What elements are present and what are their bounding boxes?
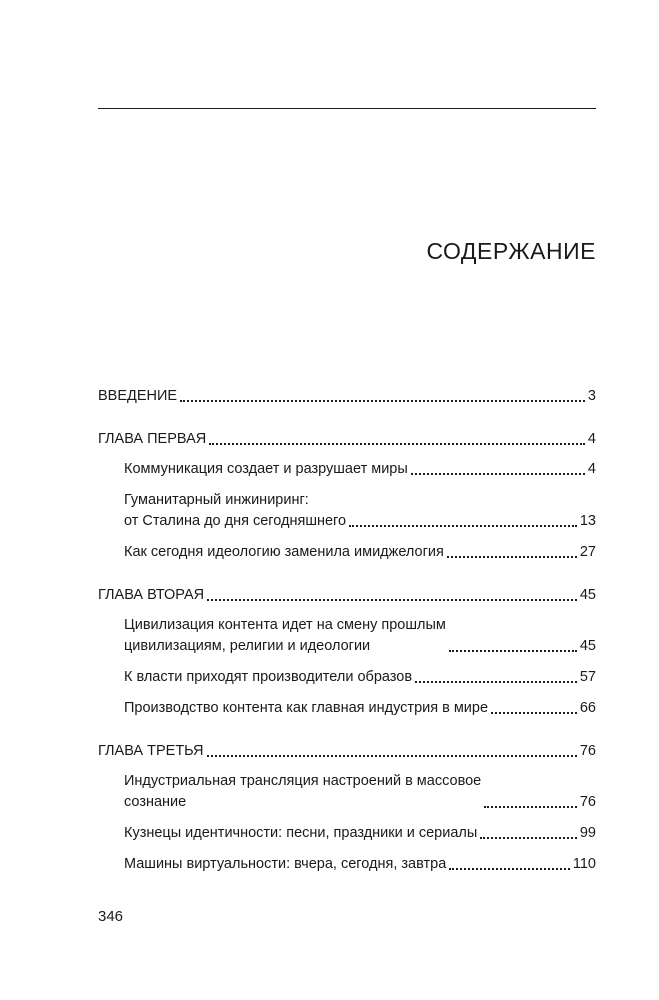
page-number: 346 xyxy=(98,908,124,925)
dot-leader xyxy=(480,836,577,839)
toc-entry-label-line-1: Гуманитарный инжиниринг: xyxy=(124,492,309,508)
toc-entry-page: 4 xyxy=(587,431,596,447)
dot-leader xyxy=(207,598,577,601)
toc-entry-page: 45 xyxy=(579,638,596,654)
dot-leader xyxy=(209,442,585,445)
toc-entry-page: 13 xyxy=(579,513,596,529)
toc-entry-section xyxy=(98,667,596,688)
header-rule xyxy=(98,108,596,109)
toc-entry-page: 76 xyxy=(579,743,596,759)
toc-entry-page: 27 xyxy=(579,544,596,560)
toc-entry-label: ГЛАВА ТРЕТЬЯ xyxy=(98,743,204,759)
toc-entry-label-line-1: Индустриальная трансляция настроений в массовое xyxy=(124,773,482,789)
toc-entry-label: ГЛАВА ВТОРАЯ xyxy=(98,587,205,603)
dot-leader xyxy=(415,680,577,683)
toc-entry-page: 4 xyxy=(587,461,596,477)
dot-leader xyxy=(207,754,577,757)
toc-entry-page: 110 xyxy=(572,856,596,872)
page-title: СОДЕРЖАНИЕ xyxy=(426,238,596,264)
toc-entry-page: 3 xyxy=(587,388,596,404)
toc-entry-label: Производство контента как главная индустрия в мире xyxy=(124,700,489,716)
table-of-contents xyxy=(98,386,596,875)
toc-entry-page: 45 xyxy=(579,587,596,603)
toc-entry-page: 99 xyxy=(579,825,596,841)
dot-leader xyxy=(180,399,585,402)
toc-entry-page: 76 xyxy=(579,794,596,810)
dot-leader xyxy=(449,867,570,870)
toc-entry-page: 66 xyxy=(579,700,596,716)
toc-entry-introduction xyxy=(98,386,596,407)
toc-entry-section xyxy=(98,823,596,844)
toc-entry-label: Как сегодня идеологию заменила имиджелогия xyxy=(124,544,444,560)
toc-entry-section xyxy=(98,490,596,532)
toc-entry-section xyxy=(98,615,596,657)
toc-entry-chapter-2 xyxy=(98,585,596,606)
dot-leader xyxy=(484,805,577,808)
toc-entry-label: ВВЕДЕНИЕ xyxy=(98,388,178,404)
toc-entry-section xyxy=(98,854,596,875)
toc-entry-label-line-2: цивилизациям, религии и идеологии xyxy=(124,638,371,654)
dot-leader xyxy=(349,524,577,527)
toc-entry-label-line-1: Цивилизация контента идет на смену прошлым xyxy=(124,617,446,633)
toc-entry-label: Кузнецы идентичности: песни, праздники и сериалы xyxy=(124,825,478,841)
toc-entry-section xyxy=(98,542,596,563)
toc-entry-label-line-2: от Сталина до дня сегодняшнего xyxy=(124,513,347,529)
toc-entry-chapter-3 xyxy=(98,741,596,762)
toc-entry-page: 57 xyxy=(579,669,596,685)
toc-entry-section xyxy=(98,771,596,813)
dot-leader xyxy=(491,711,577,714)
dot-leader xyxy=(449,649,577,652)
toc-entry-label: Коммуникация создает и разрушает миры xyxy=(124,461,408,477)
toc-entry-chapter-1 xyxy=(98,429,596,450)
toc-entry-section xyxy=(98,698,596,719)
toc-entry-label: Машины виртуальности: вчера, сегодня, завтра xyxy=(124,856,447,872)
dot-leader xyxy=(447,555,577,558)
toc-entry-label: К власти приходят производители образов xyxy=(124,669,413,685)
dot-leader xyxy=(411,472,585,475)
toc-entry-section xyxy=(98,459,596,480)
toc-entry-label: ГЛАВА ПЕРВАЯ xyxy=(98,431,207,447)
toc-entry-label-line-2: сознание xyxy=(124,794,187,810)
